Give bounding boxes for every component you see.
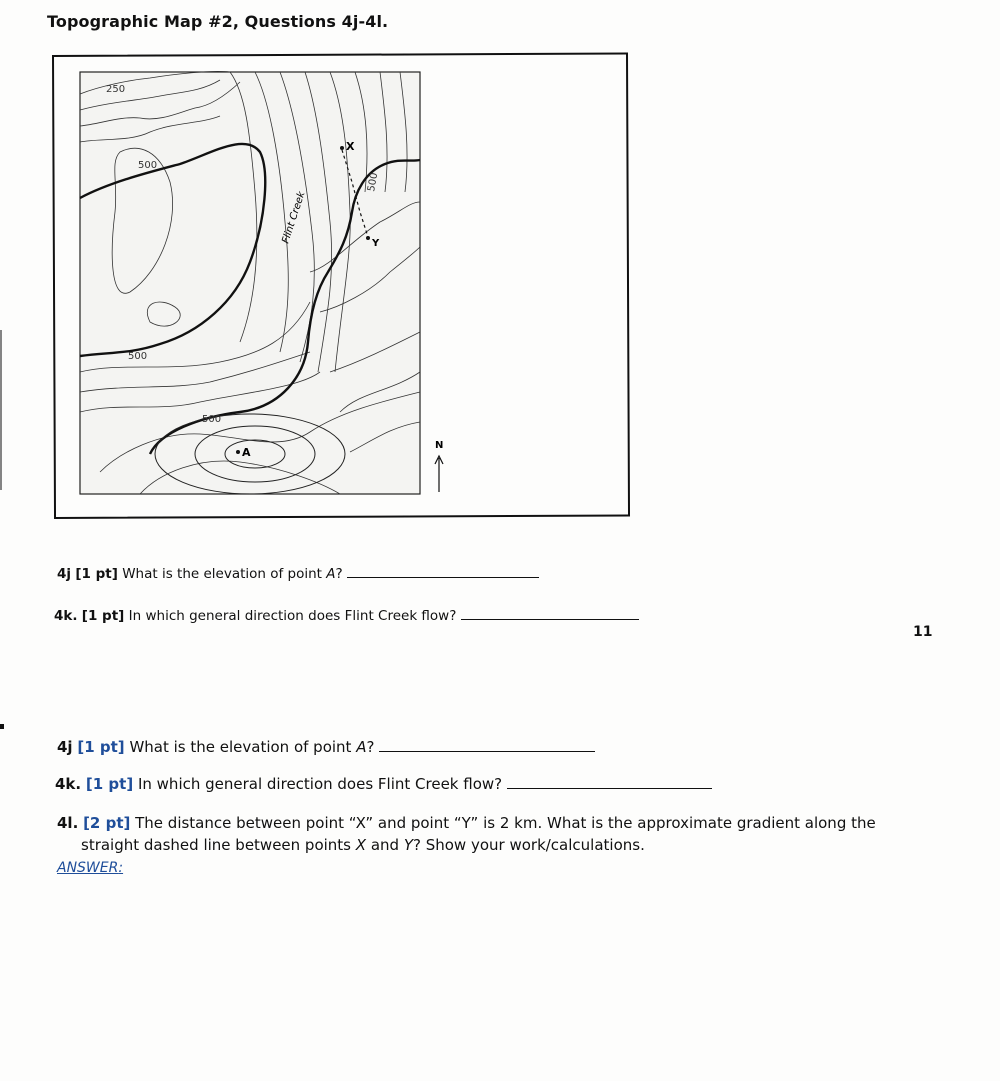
- topographic-map: [80, 72, 444, 494]
- answer-blank-4k-second[interactable]: [507, 775, 712, 789]
- answer-blank-4j-first[interactable]: [347, 564, 539, 578]
- point-a-label: A: [242, 446, 251, 459]
- page-number: 11: [913, 624, 933, 640]
- point-x-label: X: [346, 140, 355, 153]
- point-a-marker: [236, 450, 240, 454]
- north-label: N: [435, 440, 444, 451]
- question-4j-second: 4j [1 pt] What is the elevation of point A?: [57, 738, 595, 756]
- question-4k-first: 4k. [1 pt] In which general direction does Flint Creek flow?: [54, 606, 639, 624]
- point-x-marker: [340, 146, 344, 150]
- point-y-marker: [366, 236, 370, 240]
- question-4j-first: 4j [1 pt] What is the elevation of point A?: [57, 564, 539, 582]
- map-border: [80, 72, 420, 494]
- answer-blank-4j-second[interactable]: [379, 738, 595, 752]
- contour-label-250: 250: [106, 84, 126, 95]
- answer-label: ANSWER:: [57, 860, 124, 876]
- point-y-label: Y: [372, 238, 380, 249]
- answer-blank-4k-first[interactable]: [461, 606, 639, 620]
- scan-mark: [0, 724, 4, 729]
- question-4l: 4l. [2 pt] The distance between point “X” and point “Y” is 2 km. What is the approximate gradient along the straight dashed line between points X and Y? Show your work/calculations.: [57, 814, 876, 854]
- page-title: Topographic Map #2, Questions 4j-4l.: [47, 12, 389, 31]
- contour-label-500-bottom: 500: [202, 414, 222, 425]
- scan-edge-line: [0, 330, 2, 490]
- contour-label-500-top: 500: [138, 160, 158, 171]
- question-4k-second: 4k. [1 pt] In which general direction does Flint Creek flow?: [55, 775, 712, 793]
- flint-creek-label: Flint Creek: [280, 190, 308, 245]
- contour-label-500-right: 500: [366, 171, 381, 193]
- contour-label-500-left: 500: [128, 351, 148, 362]
